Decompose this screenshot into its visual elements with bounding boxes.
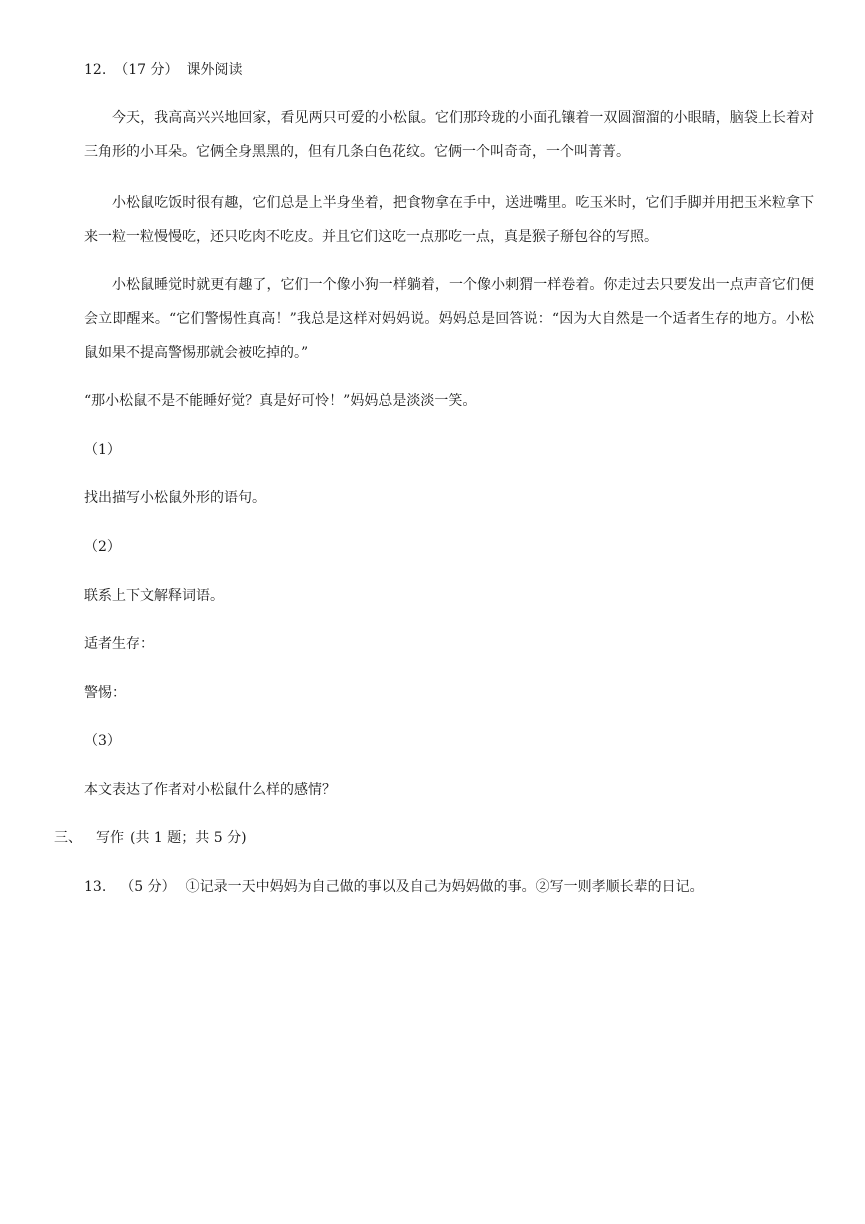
subquestion-3-text: 本文表达了作者对小松鼠什么样的感情？ <box>84 782 336 798</box>
passage-paragraph-4: “那小松鼠不是不能睡好觉？真是好可怜！”妈妈总是淡淡一笑。 <box>84 393 477 409</box>
question-title: 课外阅读 <box>186 62 243 78</box>
subquestion-1-text: 找出描写小松鼠外形的语句。 <box>84 490 266 506</box>
question-number: 12. <box>84 62 107 78</box>
section-info: (共 1 题；共 5 分) <box>130 830 247 846</box>
term-jingti: 警惕： <box>84 685 126 701</box>
subquestion-2-text: 联系上下文解释词语。 <box>84 588 224 604</box>
passage-paragraph-3: 小松鼠睡觉时就更有趣了，它们一个像小狗一样躺着，一个像小刺猬一样卷着。你走过去只要发出一点声音它们便会立即醒来。“它们警惕性真高！”我总是这样对妈妈说。妈妈总是回答说：“因为大自然是一个适者生存的地方。小松鼠如果不提高警惕那就会被吃掉的。” <box>84 277 814 361</box>
question-number: 13. <box>84 879 107 895</box>
section-number: 三、 <box>54 830 82 846</box>
section-3-header <box>54 828 247 848</box>
question-score: （17 分） <box>114 62 179 78</box>
question-12-header <box>84 60 243 80</box>
passage-paragraph-2: 小松鼠吃饭时很有趣，它们总是上半身坐着，把食物拿在手中，送进嘴里。吃玉米时，它们手脚并用把玉米粒拿下来一粒一粒慢慢吃，还只吃肉不吃皮。并且它们这吃一点那吃一点，真是猴子掰包谷的写照。 <box>84 195 814 245</box>
question-score: （5 分） <box>120 879 176 895</box>
subquestion-3-label: （3） <box>84 733 121 749</box>
term-shizheshengcun: 适者生存： <box>84 636 154 652</box>
passage-paragraph-1: 今天，我高高兴兴地回家，看见两只可爱的小松鼠。它们那玲珑的小面孔镶着一双圆溜溜的小眼睛，脑袋上长着对三角形的小耳朵。它俩全身黑黑的，但有几条白色花纹。它俩一个叫奇奇，一个叫菁菁。 <box>84 110 814 160</box>
subquestion-2-label: （2） <box>84 539 121 555</box>
question-13 <box>84 877 704 897</box>
question-text: ①记录一天中妈妈为自己做的事以及自己为妈妈做的事。②写一则孝顺长辈的日记。 <box>185 879 704 895</box>
section-title: 写作 <box>96 830 124 846</box>
subquestion-1-label: （1） <box>84 442 121 458</box>
